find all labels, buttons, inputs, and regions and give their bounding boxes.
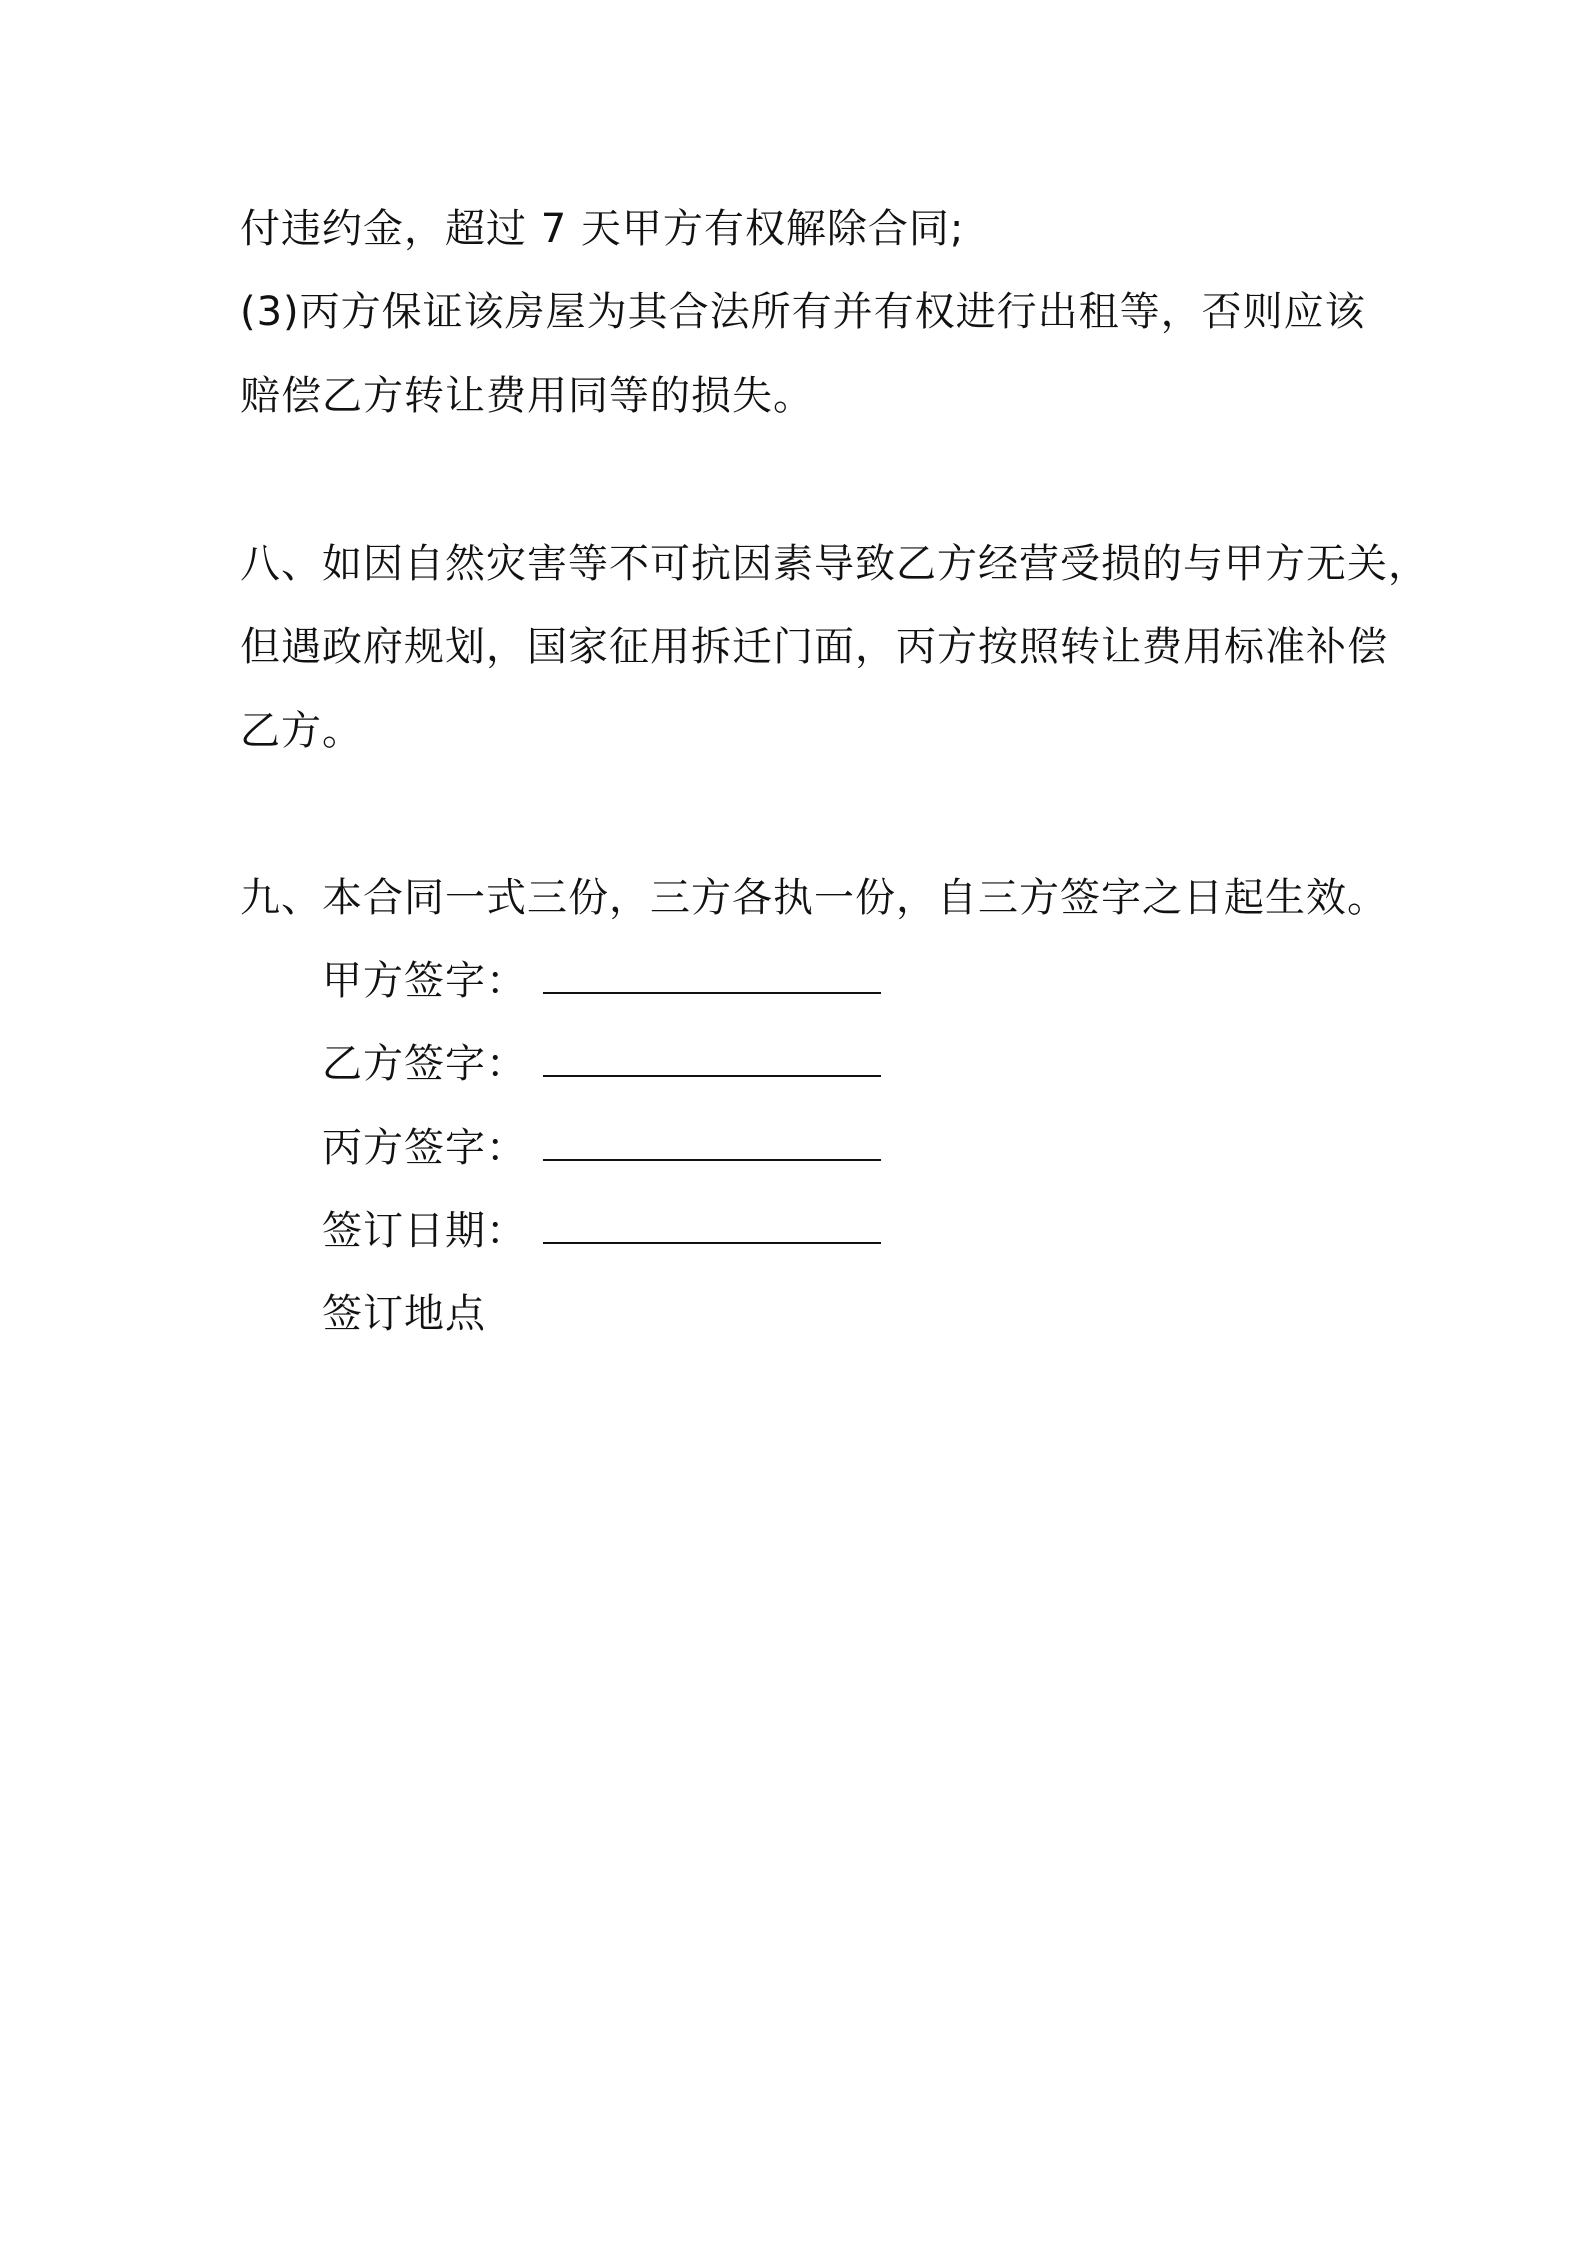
clause-9-line-1: 九、本合同一式三份，三方各执一份，自三方签字之日起生效。 xyxy=(240,875,1388,921)
party-b-signature-label: 乙方签字： xyxy=(322,1041,527,1087)
party-b-signature-blank xyxy=(543,1039,881,1077)
clause-7-line-2: (3)丙方保证该房屋为其合法所有并有权进行出租等，否则应该 xyxy=(240,289,1366,335)
clause-7-line-3: 赔偿乙方转让费用同等的损失。 xyxy=(240,373,814,419)
party-c-signature-blank xyxy=(543,1123,881,1161)
signing-date-row xyxy=(322,1205,881,1257)
party-c-signature-row xyxy=(322,1122,881,1174)
signing-place-row xyxy=(322,1288,486,1340)
signing-place-label: 签订地点 xyxy=(322,1291,486,1337)
clause-8-line-1: 八、如因自然灾害等不可抗因素导致乙方经营受损的与甲方无关， xyxy=(240,541,1429,587)
party-a-signature-blank xyxy=(543,956,881,994)
clause-7-line-1: 付违约金，超过 7 天甲方有权解除合同; xyxy=(240,206,965,252)
party-c-signature-label: 丙方签字： xyxy=(322,1125,527,1171)
clause-8-line-3: 乙方。 xyxy=(240,708,363,754)
party-a-signature-label: 甲方签字： xyxy=(322,958,527,1004)
signing-date-blank xyxy=(543,1206,881,1244)
party-a-signature-row xyxy=(322,955,881,1007)
clause-8-line-2: 但遇政府规划，国家征用拆迁门面，丙方按照转让费用标准补偿 xyxy=(240,624,1388,670)
party-b-signature-row xyxy=(322,1038,881,1090)
signing-date-label: 签订日期： xyxy=(322,1208,527,1254)
